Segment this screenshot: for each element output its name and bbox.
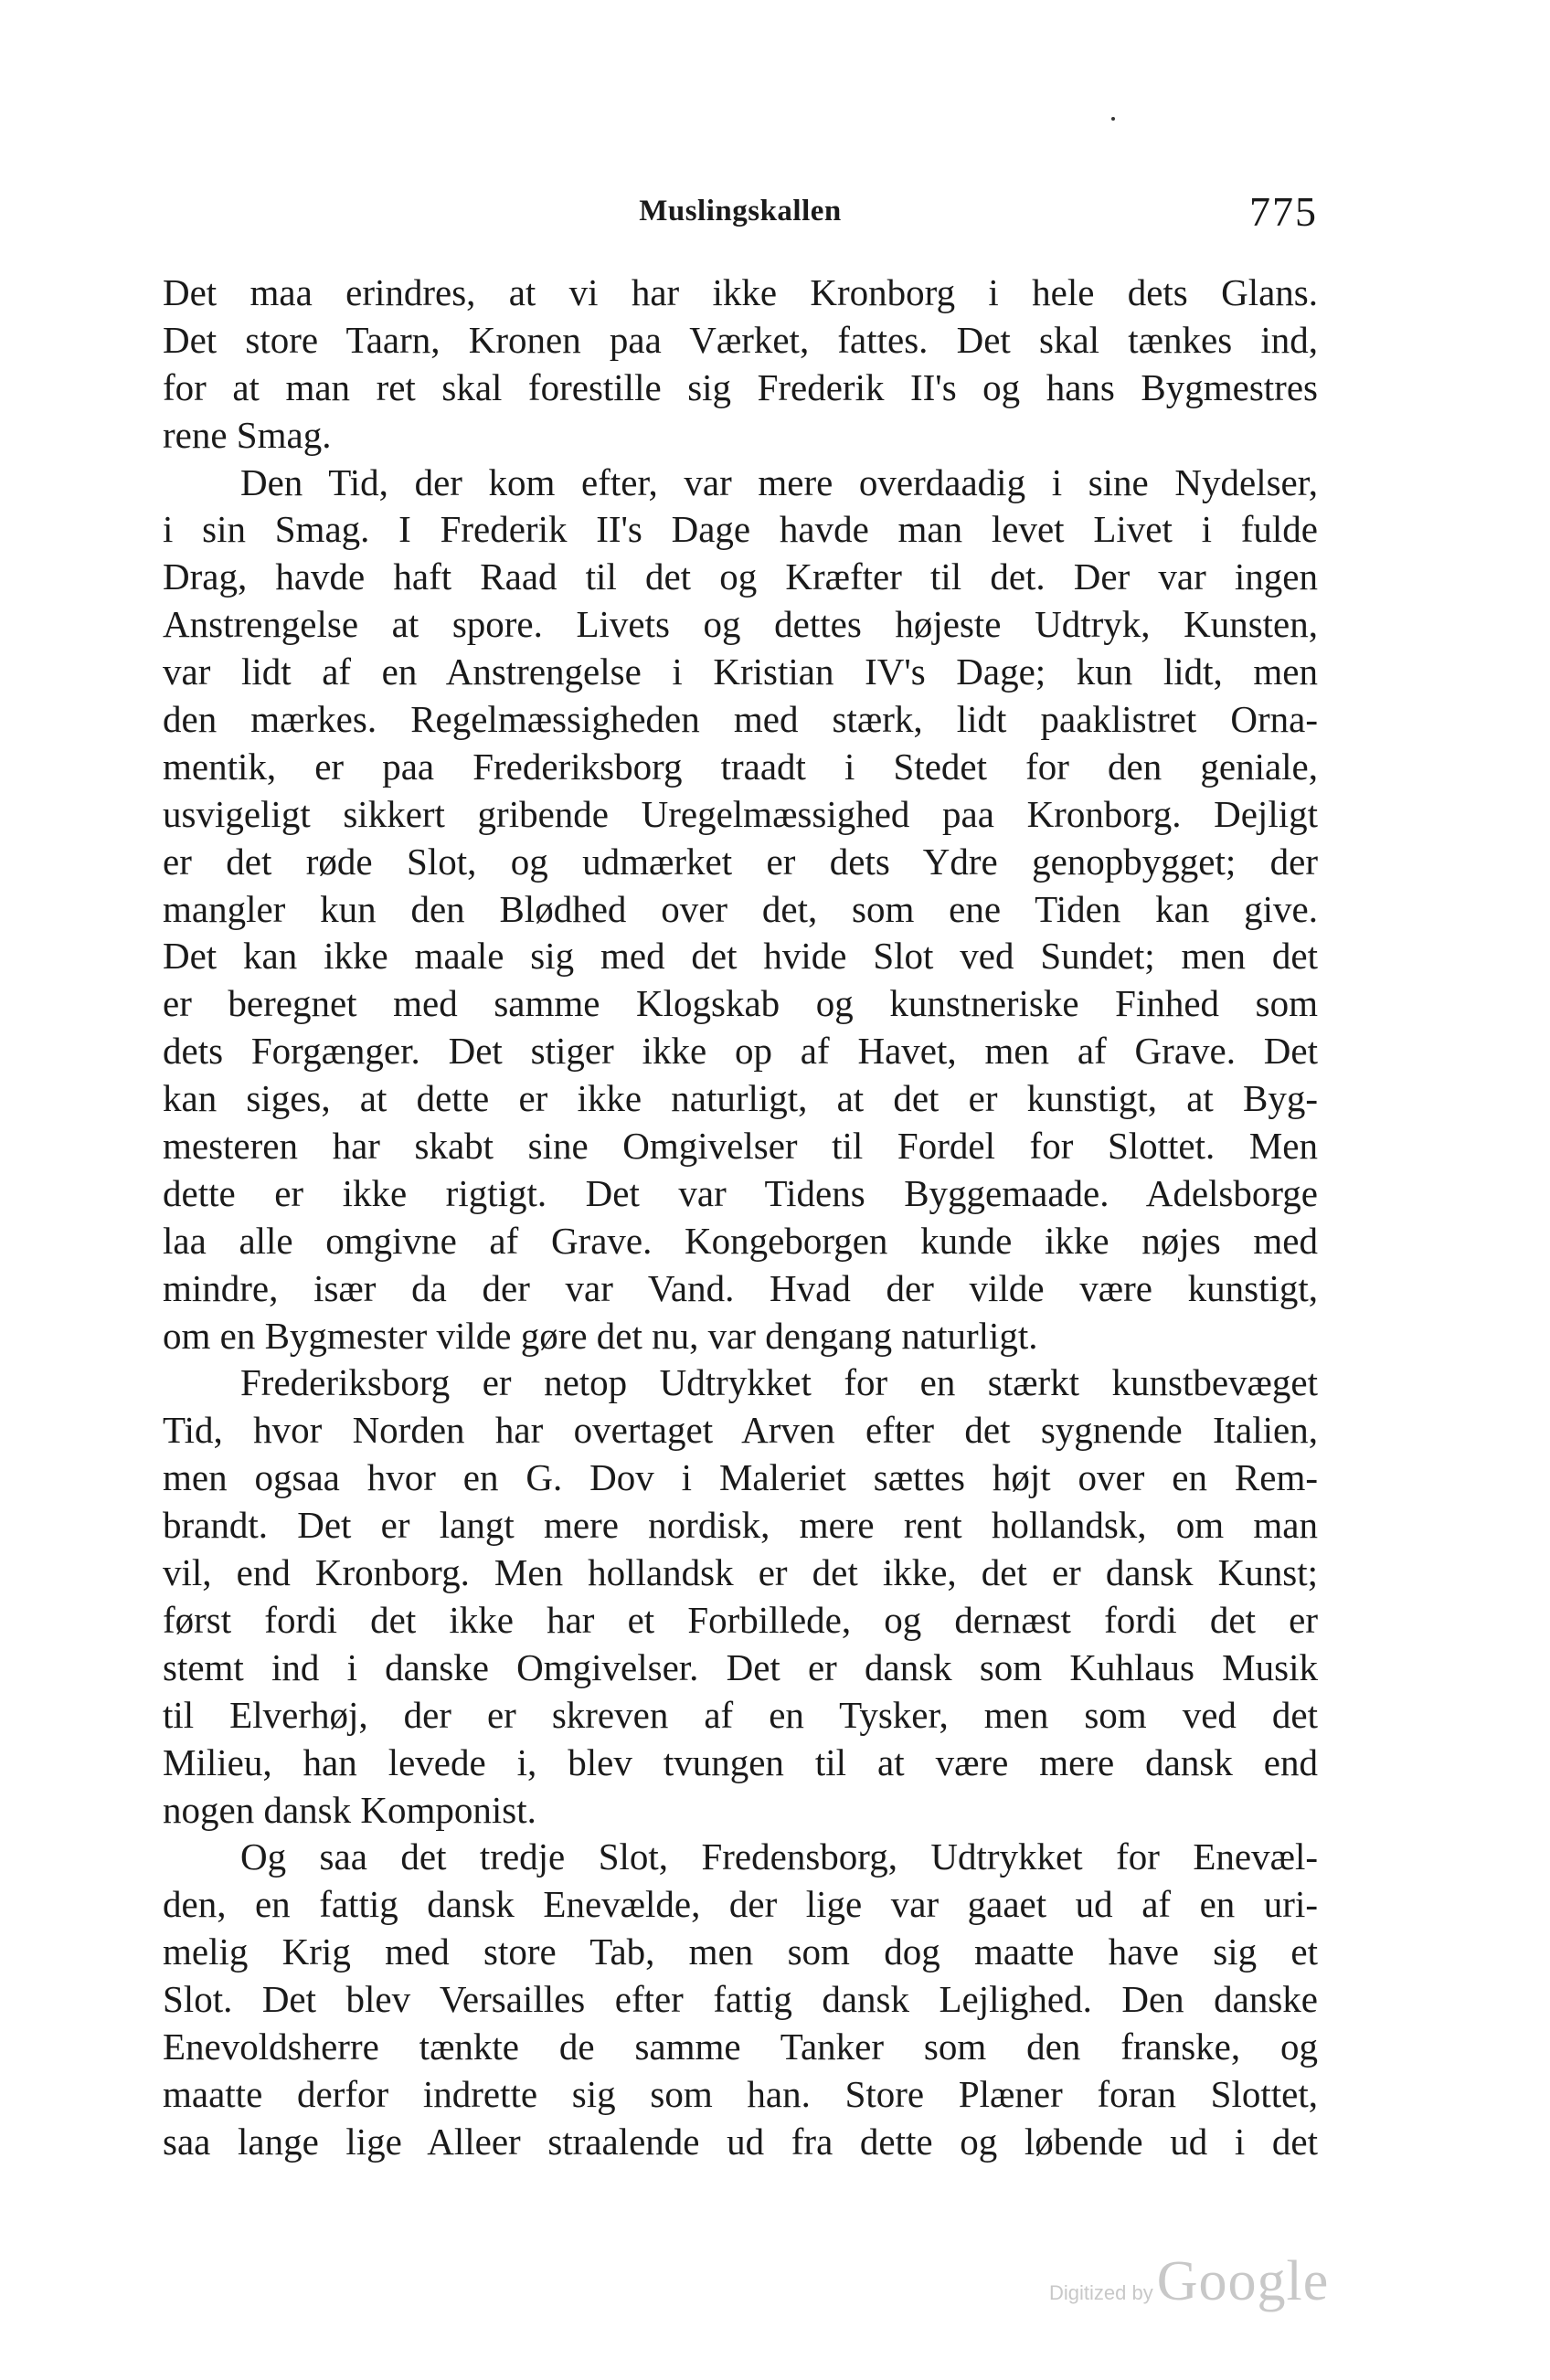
text-line: Og saa det tredje Slot, Fredensborg, Udtrykket for Enevæl- bbox=[240, 1835, 1318, 1878]
text-line: først fordi det ikke har et Forbillede, og dernæst fordi det er bbox=[163, 1598, 1318, 1641]
text-line: Tid, hvor Norden har overtaget Arven efter det sygnende Italien, bbox=[163, 1409, 1318, 1452]
text-line: kan siges, at dette er ikke naturligt, at det er kunstigt, at Byg- bbox=[163, 1077, 1318, 1120]
text-line: Det maa erindres, at vi har ikke Kronborg i hele dets Glans. bbox=[163, 271, 1318, 313]
text-line: saa lange lige Alleer straalende ud fra dette og løbende ud i det bbox=[163, 2120, 1318, 2163]
page-number: 775 bbox=[1249, 188, 1318, 235]
text-line: mindre, især da der var Vand. Hvad der vilde være kunstigt, bbox=[163, 1266, 1318, 1309]
text-line: melig Krig med store Tab, men som dog maatte have sig et bbox=[163, 1930, 1318, 1973]
text-line: vil, end Kronborg. Men hollandsk er det ikke, det er dansk Kunst; bbox=[163, 1551, 1318, 1594]
google-logo: Google bbox=[1156, 2250, 1330, 2312]
text-line: den, en fattig dansk Enevælde, der lige var gaaet ud af en uri- bbox=[163, 1883, 1318, 1926]
text-line: den mærkes. Regelmæssigheden med stærk, lidt paaklistret Orna- bbox=[163, 698, 1318, 741]
text-line: Anstrengelse at spore. Livets og dettes højeste Udtryk, Kunsten, bbox=[163, 603, 1318, 646]
text-line: maatte derfor indrette sig som han. Store Plæner foran Slottet, bbox=[163, 2072, 1318, 2115]
text-line: mangler kun den Blødhed over det, som ene Tiden kan give. bbox=[163, 887, 1318, 930]
page-header bbox=[163, 187, 1318, 242]
text-line: i sin Smag. I Frederik II's Dage havde man levet Livet i fulde bbox=[163, 508, 1318, 551]
watermark-prefix: Digitized by bbox=[1049, 2281, 1153, 2304]
text-line: er beregnet med samme Klogskab og kunstneriske Finhed som bbox=[163, 982, 1318, 1025]
text-line: Enevoldsherre tænkte de samme Tanker som den franske, og bbox=[163, 2025, 1318, 2068]
text-line: Frederiksborg er netop Udtrykket for en stærkt kunstbevæget bbox=[240, 1361, 1318, 1404]
text-line: usvigeligt sikkert gribende Uregelmæssighed paa Kronborg. Dejligt bbox=[163, 792, 1318, 835]
text-line: var lidt af en Anstrengelse i Kristian IV's Dage; kun lidt, men bbox=[163, 651, 1318, 693]
text-line: mesteren har skabt sine Omgivelser til Fordel for Slottet. Men bbox=[163, 1125, 1318, 1168]
text-line: er det røde Slot, og udmærket er dets Ydre genopbygget; der bbox=[163, 840, 1318, 883]
text-line: nogen dansk Komponist. bbox=[163, 1788, 536, 1831]
text-line: Milieu, han levede i, blev tvungen til at være mere dansk end bbox=[163, 1740, 1318, 1783]
text-line: brandt. Det er langt mere nordisk, mere rent hollandsk, om man bbox=[163, 1504, 1318, 1547]
text-line: Drag, havde haft Raad til det og Kræfter til det. Der var ingen bbox=[163, 555, 1318, 598]
body-text bbox=[163, 270, 1318, 2166]
text-line: Slot. Det blev Versailles efter fattig dansk Lejlighed. Den danske bbox=[163, 1978, 1318, 2021]
text-line: for at man ret skal forestille sig Frederik II's og hans Bygmestres bbox=[163, 365, 1318, 408]
text-line: men ogsaa hvor en G. Dov i Maleriet sættes højt over en Rem- bbox=[163, 1456, 1318, 1499]
text-line: dets Forgænger. Det stiger ikke op af Havet, men af Grave. Det bbox=[163, 1030, 1318, 1073]
text-line: om en Bygmester vilde gøre det nu, var dengang naturligt. bbox=[163, 1314, 1038, 1357]
stray-ink-dot bbox=[1111, 117, 1115, 121]
text-line: Det store Taarn, Kronen paa Værket, fattes. Det skal tænkes ind, bbox=[163, 318, 1318, 361]
digitized-by-google-watermark bbox=[1049, 2249, 1329, 2314]
text-line: stemt ind i danske Omgivelser. Det er dansk som Kuhlaus Musik bbox=[163, 1645, 1318, 1688]
text-line: Den Tid, der kom efter, var mere overdaadig i sine Nydelser, bbox=[240, 460, 1318, 503]
text-line: Det kan ikke maale sig med det hvide Slot ved Sundet; men det bbox=[163, 935, 1318, 978]
text-line: til Elverhøj, der er skreven af en Tysker, men som ved det bbox=[163, 1693, 1318, 1736]
text-line: rene Smag. bbox=[163, 413, 332, 456]
text-line: mentik, er paa Frederiksborg traadt i Stedet for den geniale, bbox=[163, 745, 1318, 788]
text-line: dette er ikke rigtigt. Det var Tidens Byggemaade. Adelsborge bbox=[163, 1171, 1318, 1214]
running-title: Muslingskallen bbox=[639, 195, 842, 227]
text-line: laa alle omgivne af Grave. Kongeborgen kunde ikke nøjes med bbox=[163, 1219, 1318, 1262]
